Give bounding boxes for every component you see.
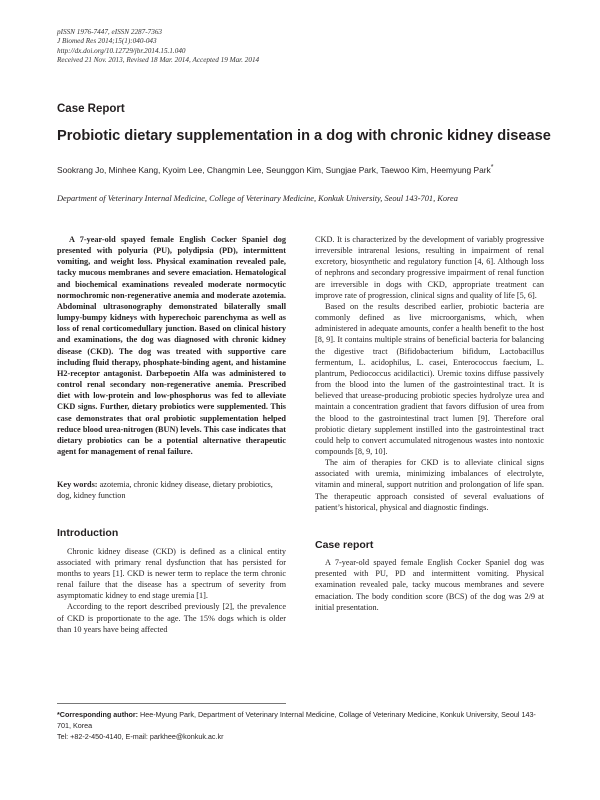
footnote-author <box>57 709 547 731</box>
authors-text: Sookrang Jo, Minhee Kang, Kyoim Lee, Changmin Lee, Seunggon Kim, Sungjae Park, Taewoo Kim, Heemyung Park <box>57 165 491 175</box>
article-dates: Received 21 Nov. 2013, Revised 18 Mar. 2014, Accepted 19 Mar. 2014 <box>57 55 260 64</box>
article-type: Case Report <box>57 103 125 115</box>
keywords <box>57 479 286 501</box>
intro-paragraph-2: According to the report described previously [2], the prevalence of CKD is proportionate to the age. The 15% dogs which is older than 10 years have being affected <box>57 602 286 634</box>
issn-line: pISSN 1976-7447, eISSN 2287-7363 <box>57 28 163 36</box>
case-paragraph-1: A 7-year-old spayed female English Cocker Spaniel dog was presented with PU, PD and intermittent vomiting. Physical examination revealed pale, tacky mucous membranes and severe emaciation. The body condition score (BCS) of the dog was 2/9 at initial presentation. <box>315 558 544 612</box>
case-report-heading: Case report <box>315 538 374 551</box>
abstract: A 7-year-old spayed female English Cocker Spaniel dog presented with polyuria (PU), polydipsia (PD), intermittent vomiting, and weight loss. Physical examination revealed pale, tacky mucous membranes and severe emaciation. Hematological and biochemical examinations revealed moderate normocytic normochromic non-regenerative anemia and moderate azotemia. Abdominal ultrasonography demonstrated bilaterally small lumpy-bumpy kidneys with hyperechoic parenchyma as well as loss of renal corticomedullary junction. Based on clinical history and examinations, the dog was diagnosed with chronic kidney disease (CKD). The dog was treated with supportive care including fluid therapy, phosphate-binding agent, and histamine H2-receptor antagonist. Darbepoetin Alfa was administered to control renal secondary non-regenerative anemia. Prescribed diet with low-protein and low-phosphorus was fed to alleviate CKD signs. Further, dietary probiotics were supplemented. This case demonstrates that oral probiotic supplementation helped reduce blood urea-nitrogen (BUN) levels. This case indicates that dietary probiotics can be a potential alternative therapeutic agent for management of renal failure. <box>57 235 286 456</box>
footnote-label: *Corresponding author: <box>57 710 139 719</box>
footnote-contact[interactable]: Tel: +82-2-450-4140, E-mail: parkhee@konkuk.ac.kr <box>57 732 224 741</box>
left-column <box>57 234 286 635</box>
doi-link[interactable]: http://dx.doi.org/10.12729/jbr.2014.15.1.040 <box>57 46 186 55</box>
article-title: Probiotic dietary supplementation in a dog with chronic kidney disease <box>57 128 551 144</box>
keywords-text: azotemia, chronic kidney disease, dietary probiotics, dog, kidney function <box>57 480 273 501</box>
corresponding-footnote <box>57 709 547 742</box>
intro-paragraph-4: Based on the results described earlier, probiotic bacteria are commonly defined as live microorganisms, which, when administered in adequate amounts, confer a health benefit to the host [8, 9]. It contains multiple strains of beneficial bacteria for balancing the digestive tract (Bifidobacterium bifidum, Lactobacillus fermentum, L. acidophilus, L. casei, Enterococcus faecium, L. plantrum, Pediococcus acidilactici). Uremic toxins diffuse passively from the blood into the lumen of the gastrointestinal tract. It is believed that urease-producing probiotic species hydrolyze urea and maintain a concentration gradient that favors diffusion of urea from the blood to the gastrointestinal tract lumen [9]. Therefore oral probiotic dietary supplement instilled into the gastrointestinal tract could help to convert accumulated nitrogenous wastes into nontoxic compounds [8, 9, 10]. <box>315 301 544 456</box>
author-list <box>57 164 493 175</box>
intro-paragraph-3: CKD. It is characterized by the development of variably progressive irreversible intrarenal lesions, resulting in impairment of renal excretory, biosynthetic and regulatory function [4, 6]. Although loss of nephrons and secondary progressive impairment of renal function are irreversible in dogs with CKD, appropriate treatment can improve rate of progression, clinical signs and quality of life [5, 6]. <box>315 235 544 300</box>
footnote-text: Hee-Myung Park, Department of Veterinary Internal Medicine, Collage of Veterinary Medicine, Konkuk University, Seoul 143-701, Korea <box>57 710 536 730</box>
affiliation: Department of Veterinary Internal Medicine, College of Veterinary Medicine, Konkuk University, Seoul 143-701, Korea <box>57 194 458 203</box>
introduction-heading: Introduction <box>57 527 119 540</box>
footnote-divider <box>57 703 286 704</box>
journal-metadata <box>57 28 259 65</box>
corresponding-mark: * <box>490 164 494 171</box>
intro-paragraph-1: Chronic kidney disease (CKD) is defined as a clinical entity associated with primary renal dysfunction that has persisted for months to years [1]. CKD is newer term to replace the term chronic renal failure that the disease has a spectrum of severity from asymptomatic kidney to end stage uremia [1]. <box>57 546 286 601</box>
intro-paragraph-5: The aim of therapies for CKD is to alleviate clinical signs associated with uremia, minimizing imbalances of electrolyte, vitamin and mineral, support nutrition and prolongation of life span. The therapeutic approach consisted of several evaluations of patient’s historical, physical and diagnostic findings. <box>315 458 544 512</box>
keywords-label: Key words: <box>57 480 98 490</box>
right-column <box>315 234 544 613</box>
journal-citation: J Biomed Res 2014;15(1):040-043 <box>57 37 157 46</box>
